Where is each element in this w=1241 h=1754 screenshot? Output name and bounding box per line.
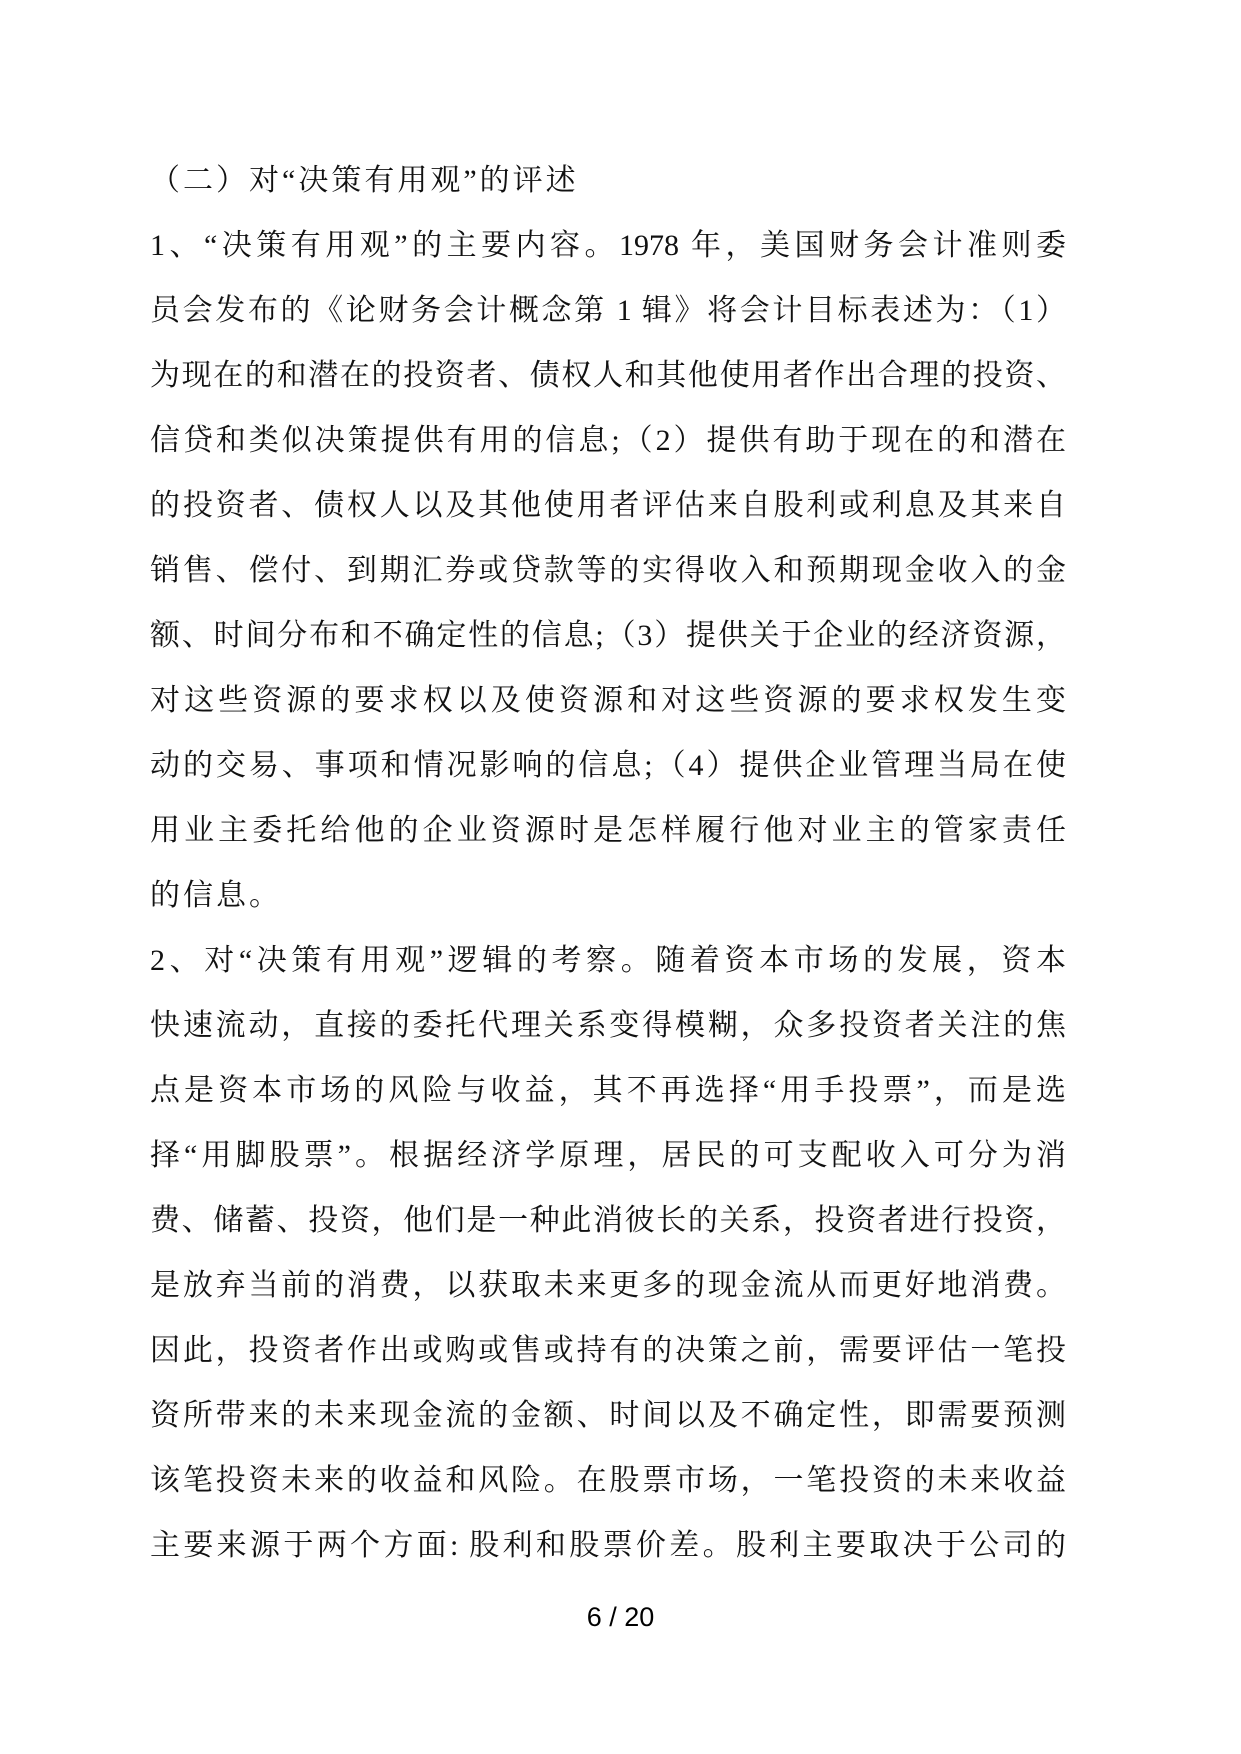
text-line: 择“用脚股票”。根据经济学原理，居民的可支配收入可分为消 (150, 1139, 1066, 1172)
document-body (150, 148, 1066, 1578)
text-line: 销售、偿付、到期汇券或贷款等的实得收入和预期现金收入的金 (150, 554, 1066, 587)
text-line: 额、时间分布和不确定性的信息;（3）提供关于企业的经济资源， (150, 619, 1066, 652)
text-line: 1、“决策有用观”的主要内容。1978 年，美国财务会计准则委 (150, 229, 1066, 262)
text-line: 的投资者、债权人以及其他使用者评估来自股利或利息及其来自 (150, 489, 1066, 522)
text-line: （二）对“决策有用观”的评述 (150, 164, 579, 197)
text-line: 员会发布的《论财务会计概念第 1 辑》将会计目标表述为：（1） (150, 294, 1066, 327)
text-line: 信贷和类似决策提供有用的信息;（2）提供有助于现在的和潜在 (150, 424, 1066, 457)
text-line: 该笔投资未来的收益和风险。在股票市场，一笔投资的未来收益 (150, 1464, 1066, 1497)
page-number: 6 / 20 (586, 1602, 655, 1632)
text-line: 的信息。 (150, 879, 282, 912)
text-line: 资所带来的未来现金流的金额、时间以及不确定性，即需要预测 (150, 1399, 1066, 1432)
text-line: 点是资本市场的风险与收益，其不再选择“用手投票”，而是选 (150, 1074, 1066, 1107)
text-line: 费、储蓄、投资，他们是一种此消彼长的关系，投资者进行投资， (150, 1204, 1066, 1237)
text-line: 因此，投资者作出或购或售或持有的决策之前，需要评估一笔投 (150, 1334, 1066, 1367)
text-line: 是放弃当前的消费，以获取未来更多的现金流从而更好地消费。 (150, 1269, 1066, 1302)
text-line: 主要来源于两个方面: 股利和股票价差。股利主要取决于公司的 (150, 1529, 1066, 1562)
text-line: 用业主委托给他的企业资源时是怎样履行他对业主的管家责任 (150, 814, 1066, 847)
text-line: 对这些资源的要求权以及使资源和对这些资源的要求权发生变 (150, 684, 1066, 717)
text-line: 动的交易、事项和情况影响的信息;（4）提供企业管理当局在使 (150, 749, 1066, 782)
text-line: 为现在的和潜在的投资者、债权人和其他使用者作出合理的投资、 (150, 359, 1066, 392)
text-line: 2、对“决策有用观”逻辑的考察。随着资本市场的发展，资本 (150, 944, 1066, 977)
text-line: 快速流动，直接的委托代理关系变得模糊，众多投资者关注的焦 (150, 1009, 1066, 1042)
